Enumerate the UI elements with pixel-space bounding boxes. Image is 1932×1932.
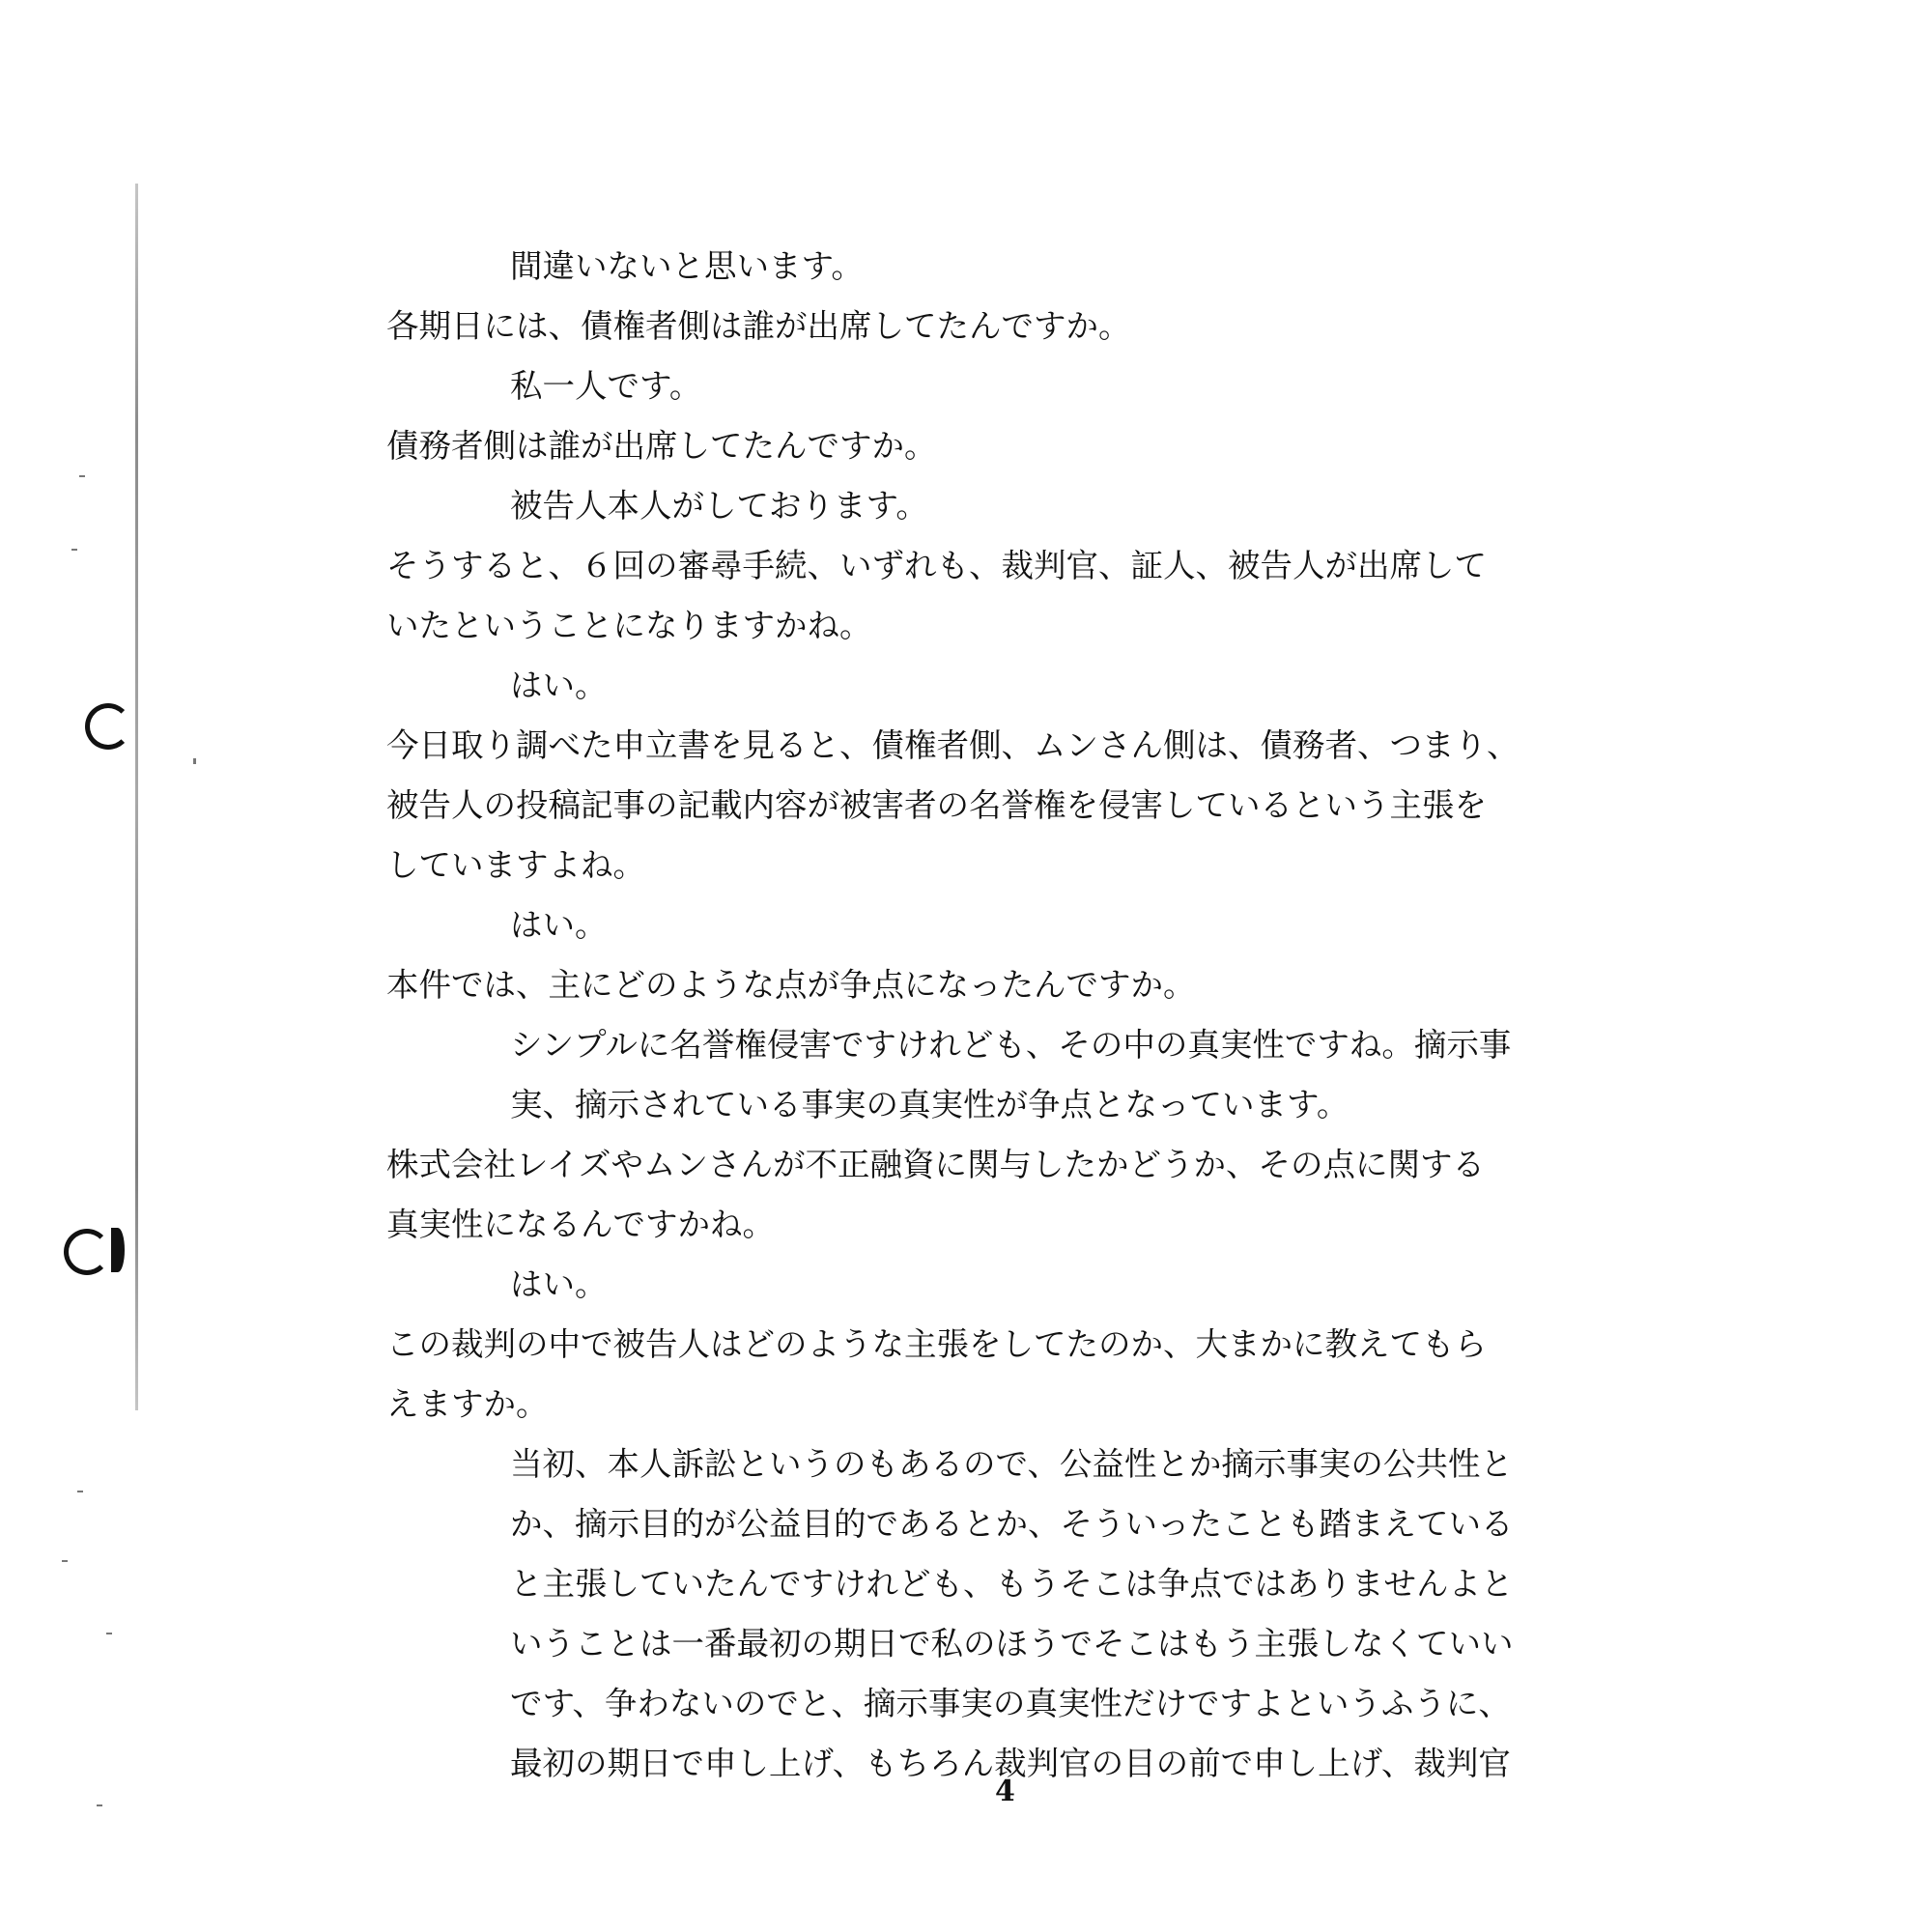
scan-speck <box>193 758 196 764</box>
punch-hole-top <box>85 703 131 750</box>
answer-line: 当初、本人訴訟というのもあるので、公益性とか摘示事実の公共性と <box>510 1445 1513 1483</box>
binding-edge-line <box>135 184 138 1410</box>
punch-hole-bottom <box>64 1229 110 1275</box>
question-line: 債務者側は誰が出席してたんですか。 <box>386 427 937 465</box>
answer-line: 間違いないと思います。 <box>510 247 864 285</box>
answer-line: です、争わないのでと、摘示事実の真実性だけですよというふうに、 <box>510 1685 1511 1722</box>
answer-line: はい。 <box>510 667 608 704</box>
question-line: 各期日には、債権者側は誰が出席してたんですか。 <box>386 307 1131 345</box>
answer-line: 被告人本人がしております。 <box>510 487 928 525</box>
scan-speck <box>79 475 85 477</box>
page-number: 4 <box>995 1775 1015 1808</box>
answer-line: 最初の期日で申し上げ、もちろん裁判官の目の前で申し上げ、裁判官 <box>510 1745 1511 1782</box>
answer-line: か、摘示目的が公益目的であるとか、そういったことも踏まえている <box>510 1505 1514 1543</box>
answer-line: はい。 <box>510 1265 608 1303</box>
scan-speck <box>106 1633 112 1634</box>
question-line: 被告人の投稿記事の記載内容が被害者の名誉権を侵害しているという主張を <box>386 786 1487 824</box>
answer-line: はい。 <box>510 906 608 944</box>
question-line: いたということになりますかね。 <box>386 607 872 644</box>
question-line: この裁判の中で被告人はどのような主張をしてたのか、大まかに教えてもら <box>386 1325 1487 1363</box>
answer-line: 私一人です。 <box>510 367 702 405</box>
scan-speck <box>77 1491 83 1492</box>
question-line: 本件では、主にどのような点が争点になったんですか。 <box>386 966 1196 1004</box>
scan-speck <box>97 1804 102 1806</box>
scan-speck <box>71 549 77 551</box>
question-line: 真実性になるんですかね。 <box>386 1206 775 1243</box>
answer-line: いうことは一番最初の期日で私のほうでそこはもう主張しなくていい <box>510 1625 1514 1662</box>
question-line: 株式会社レイズやムンさんが不正融資に関与したかどうか、その点に関する <box>386 1146 1485 1183</box>
answer-line: と主張していたんですけれども、もうそこは争点ではありませんよと <box>510 1565 1514 1603</box>
answer-line: 実、摘示されている事実の真実性が争点となっています。 <box>510 1086 1350 1123</box>
question-line: えますか。 <box>386 1385 549 1423</box>
question-line: していますよね。 <box>386 846 645 884</box>
question-line: 今日取り調べた申立書を見ると、債権者側、ムンさん側は、債務者、つまり、 <box>386 726 1520 764</box>
question-line: そうすると、６回の審尋手続、いずれも、裁判官、証人、被告人が出席して <box>386 547 1487 584</box>
answer-line: シンプルに名誉権侵害ですけれども、その中の真実性ですね。摘示事 <box>510 1026 1512 1064</box>
scan-speck <box>62 1560 68 1562</box>
